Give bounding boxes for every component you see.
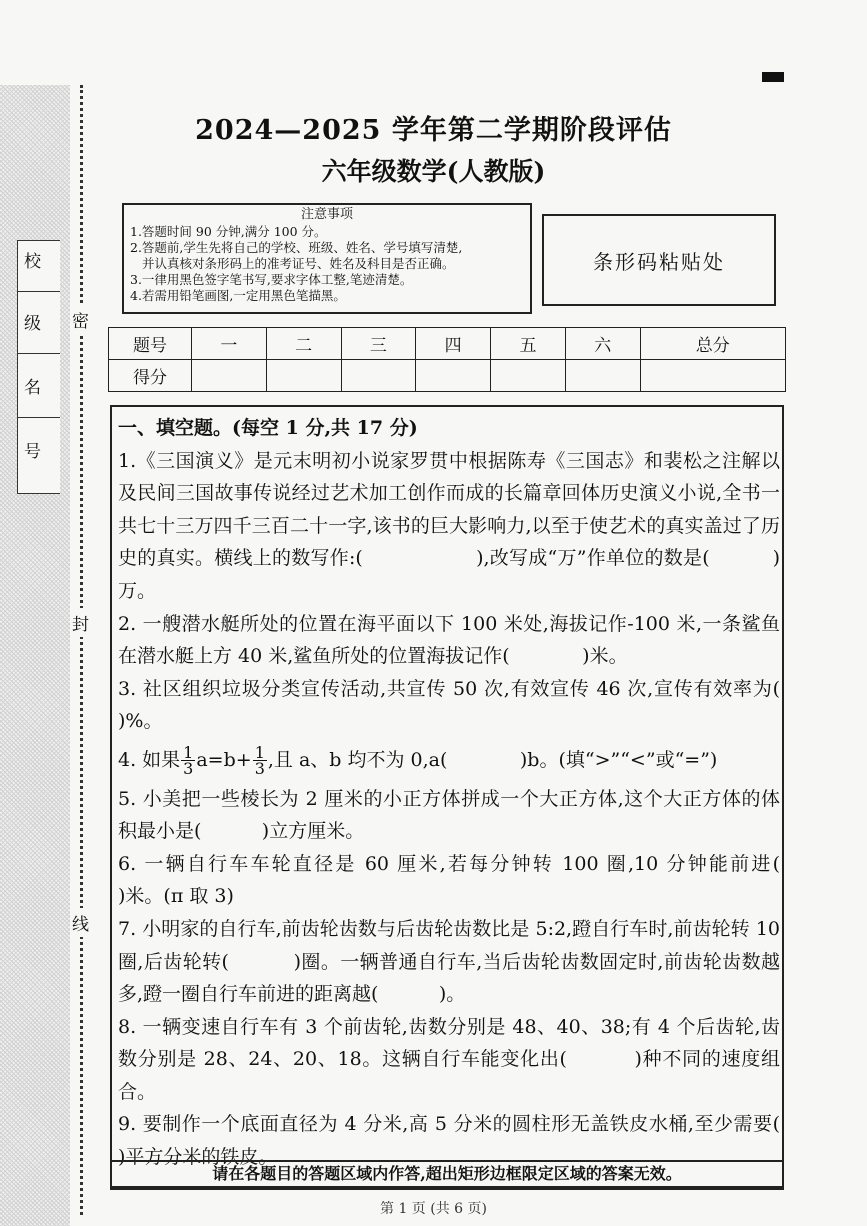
notes-box: [122, 203, 532, 314]
score-cell[interactable]: [341, 360, 416, 392]
score-label-cell: 得分: [109, 360, 192, 392]
divider: [18, 417, 60, 418]
score-cell[interactable]: [192, 360, 267, 392]
question-7: 7. 小明家的自行车,前齿轮齿数与后齿轮齿数比是 5:2,蹬自行车时,前齿轮转 10 圈,后齿轮转( )圈。一辆普通自行车,当后齿轮齿数固定时,前齿轮齿数越多,蹬一圈自行车前进的距离越( )。: [118, 917, 787, 1006]
corner-mark: [762, 72, 784, 82]
score-header-cell: 五: [491, 328, 566, 360]
question-2: 2. 一艘潜水艇所处的位置在海平面以下 100 米处,海拔记作-100 米,一条鲨鱼在潜水艇上方 40 米,鲨鱼所处的位置海拔记作( )米。: [118, 612, 780, 668]
q4-part-a: 4. 如果: [118, 748, 181, 771]
question-6: 6. 一辆自行车车轮直径是 60 厘米,若每分钟转 100 圈,10 分钟能前进( )米。(π 取 3): [118, 852, 853, 908]
seal-char-feng: 封: [72, 608, 89, 637]
score-header-cell: 题号: [109, 328, 192, 360]
q4-part-b: a=b+: [196, 748, 252, 771]
label-class: 级: [24, 314, 41, 334]
label-number: 号: [24, 442, 41, 462]
score-header-row: [109, 328, 786, 360]
footer-notice: 请在各题目的答题区域内作答,超出矩形边框限定区域的答案无效。: [110, 1160, 784, 1188]
score-header-cell: 二: [266, 328, 341, 360]
barcode-area: [542, 214, 776, 306]
exam-title: 2024—2025 学年第二学期阶段评估: [195, 115, 672, 146]
question-8: 8. 一辆变速自行车有 3 个前齿轮,齿数分别是 48、40、38;有 4 个后齿轮,齿数分别是 28、24、20、18。这辆自行车能变化出( )种不同的速度组合。: [118, 1015, 780, 1103]
seal-dotted-line: [80, 85, 83, 1215]
exam-subtitle: 六年级数学(人教版): [321, 157, 546, 186]
fraction-numerator: 1: [254, 743, 265, 763]
fraction-one-third: [181, 743, 195, 779]
notes-item: 并认真核对条形码上的准考证号、姓名及科目是否正确。: [142, 256, 455, 271]
label-school: 校: [24, 252, 41, 272]
fraction-numerator: 1: [183, 743, 194, 763]
question-1: 1.《三国演义》是元末明初小说家罗贯中根据陈寿《三国志》和裴松之注解以及民间三国故事传说经过艺术加工创作而成的长篇章回体历史演义小说,全书一共七十三万四千三百二十一字,该书的巨大影响力,以至于使艺术的真实盖过了历史的真实。横线上的数写作:( ),改写成“万”作单位的数是( )万。: [118, 449, 780, 602]
score-cell[interactable]: [640, 360, 785, 392]
question-content: [118, 412, 853, 1174]
q4-part-c: ,且 a、b 均不为 0,a( )b。(填“>”“<”或“=”): [267, 748, 718, 771]
question-4: [118, 744, 780, 777]
notes-heading: 注意事项: [300, 207, 353, 222]
fraction-one-third: [253, 743, 267, 779]
score-header-cell: 四: [416, 328, 491, 360]
notes-item: 3.一律用黑色签字笔书写,要求字体工整,笔迹清楚。: [130, 272, 413, 287]
score-cell[interactable]: [416, 360, 491, 392]
question-3: 3. 社区组织垃圾分类宣传活动,共宣传 50 次,有效宣传 46 次,宣传有效率为( )%。: [118, 677, 841, 733]
question-9: 9. 要制作一个底面直径为 4 分米,高 5 分米的圆柱形无盖铁皮水桶,至少需要( )平方分米的铁皮。: [118, 1113, 841, 1169]
score-cell[interactable]: [565, 360, 640, 392]
score-table: [108, 327, 786, 392]
score-cell[interactable]: [266, 360, 341, 392]
seal-char-mi: 密: [72, 305, 89, 334]
score-header-cell: 三: [341, 328, 416, 360]
score-header-cell: 一: [192, 328, 267, 360]
barcode-label: 条形码粘贴处: [593, 249, 725, 274]
fraction-denominator: 3: [254, 759, 265, 779]
seal-char-xian: 线: [72, 908, 89, 937]
student-info-box: [17, 240, 60, 494]
score-row: [109, 360, 786, 392]
score-header-cell: 六: [565, 328, 640, 360]
notes-item: 4.若需用铅笔画图,一定用黑色笔描黑。: [130, 288, 346, 303]
divider: [18, 353, 60, 354]
question-5: 5. 小美把一些棱长为 2 厘米的小正方体拼成一个大正方体,这个大正方体的体积最小是( )立方厘米。: [118, 787, 780, 843]
section-heading: 一、填空题。(每空 1 分,共 17 分): [118, 417, 418, 439]
score-cell[interactable]: [491, 360, 566, 392]
notes-item: 1.答题时间 90 分钟,满分 100 分。: [130, 224, 327, 239]
fraction-denominator: 3: [183, 759, 194, 779]
score-header-cell: 总分: [640, 328, 785, 360]
page-number: 第 1 页 (共 6 页): [380, 1201, 487, 1217]
label-name: 名: [24, 378, 41, 398]
divider: [18, 291, 60, 292]
notes-item: 2.答题前,学生先将自己的学校、班级、姓名、学号填写清楚,: [130, 240, 463, 255]
